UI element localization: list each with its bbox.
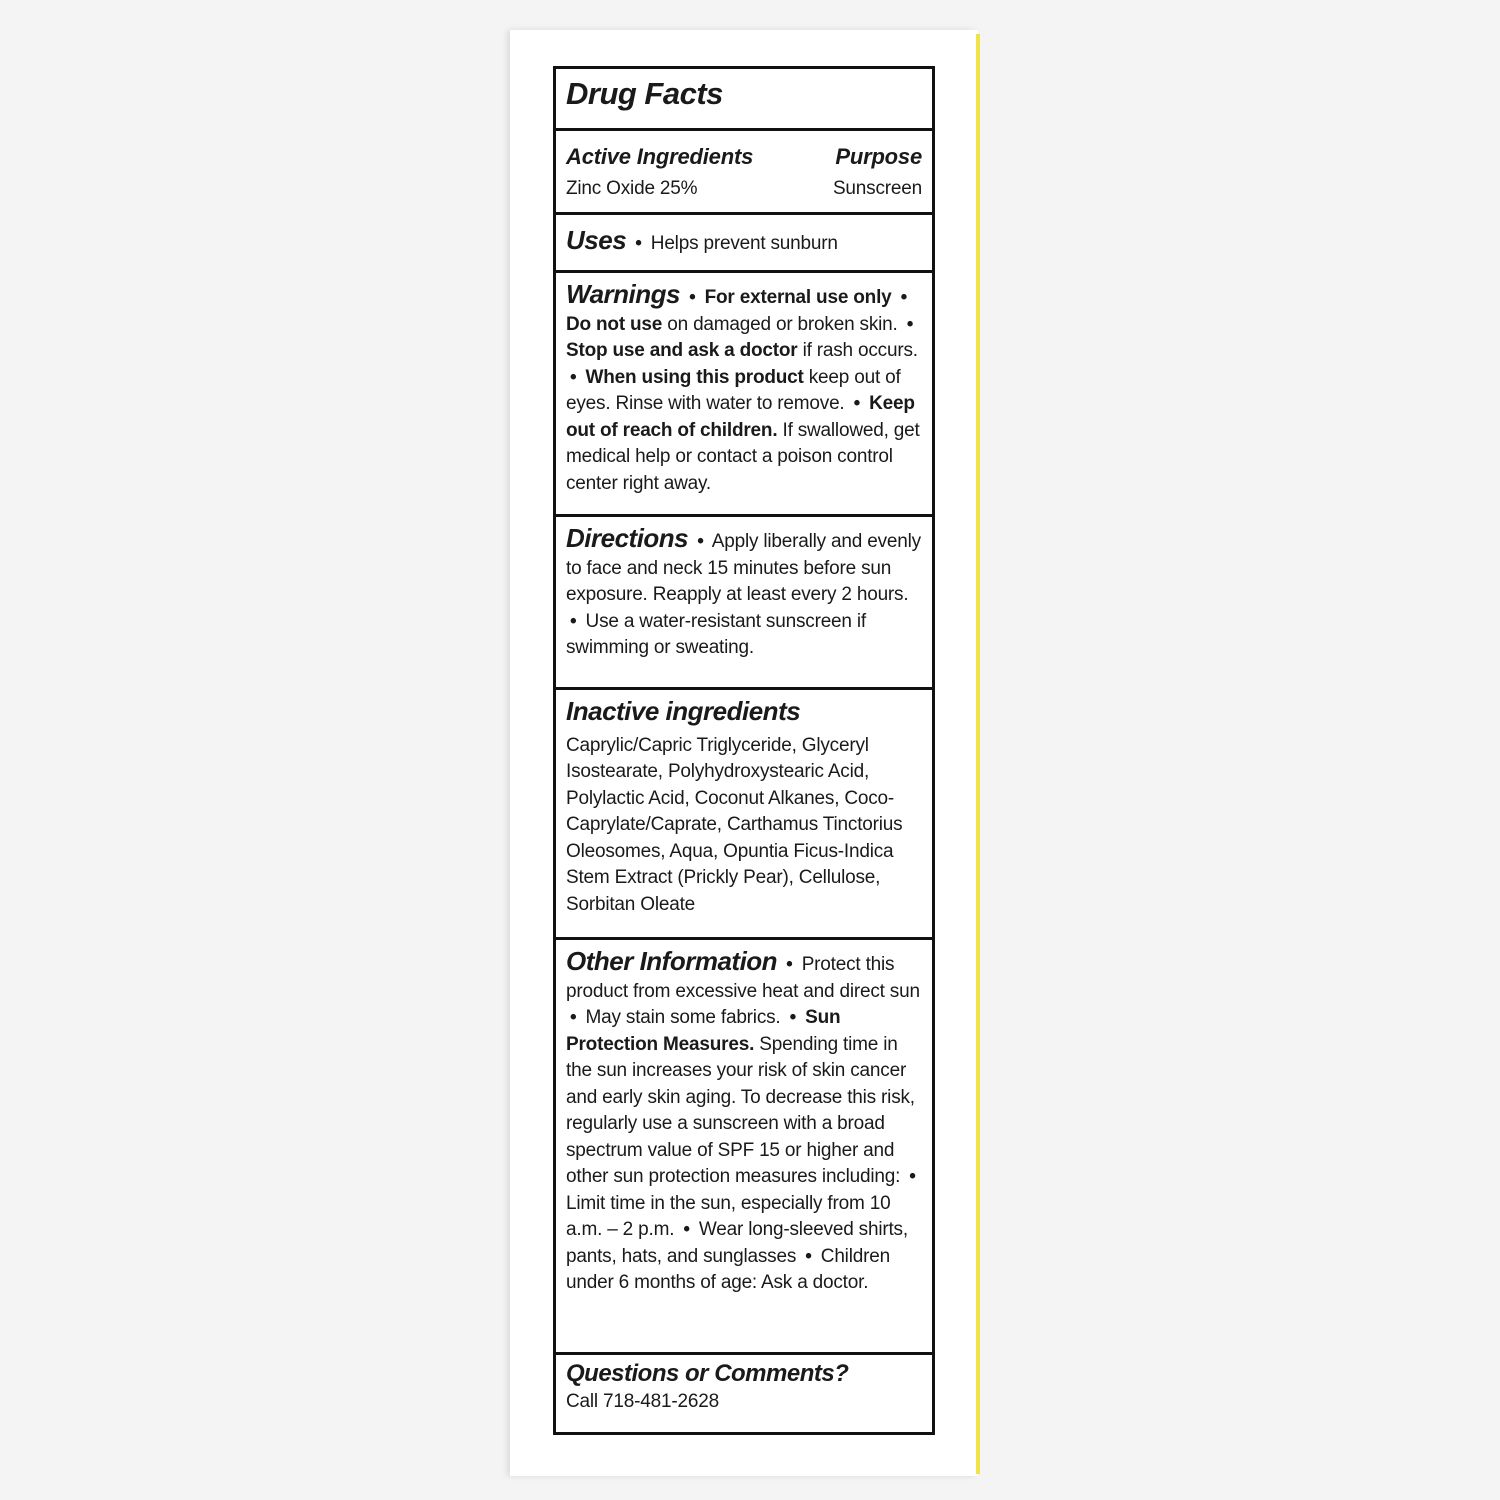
bullet: • (697, 531, 704, 552)
warning-do-not-use-text: on damaged or broken skin. (662, 313, 898, 335)
directions-apply-text: Apply liberally and evenly to face and neck 15 minutes before sun exposure. Reapply at least every 2 hours. (566, 531, 921, 605)
directions-section (556, 517, 932, 690)
bullet: • (789, 1007, 797, 1028)
directions-header: Directions (566, 523, 689, 553)
warning-do-not-use-label: Do not use (566, 313, 663, 335)
other-sun-protection-text: Spending time in the sun increases your risk of skin cancer and early skin aging. To decrease this risk, regularly use a sunscreen with a broad spectrum value of SPF 15 or higher and other sun protection measures including: (566, 1033, 915, 1187)
inactive-ingredients-section (556, 690, 932, 940)
other-sun-protection-label: Sun Protection Measures. (566, 1007, 841, 1055)
active-purpose: Sunscreen (832, 178, 922, 199)
package-yellow-edge (976, 34, 980, 1474)
warning-when-using-text: keep out of eyes. Rinse with water to remove. (566, 366, 901, 414)
inactive-ingredients-header: Inactive ingredients (566, 696, 801, 726)
bullet: • (900, 287, 908, 308)
uses-text: Helps prevent sunburn (650, 233, 838, 254)
drug-facts-panel (553, 66, 935, 1435)
warning-external-use: For external use only (704, 287, 892, 308)
active-ingredient: Zinc Oxide 25% (566, 178, 698, 199)
bullet: • (570, 366, 577, 388)
questions-header: Questions or Comments? (566, 1360, 849, 1387)
other-protect-text: Protect this product from excessive heat and direct sun (566, 954, 920, 1002)
active-ingredients-section (556, 131, 932, 215)
warnings-header: Warnings (566, 279, 680, 309)
bullet: • (909, 1166, 916, 1187)
purpose-header: Purpose (835, 144, 922, 169)
drug-facts-title-section (556, 69, 932, 131)
bullet: • (635, 233, 642, 254)
other-stain-text: May stain some fabrics. (585, 1007, 781, 1028)
bullet: • (786, 954, 793, 975)
bullet: • (689, 287, 696, 308)
drug-facts-title: Drug Facts (566, 76, 723, 111)
warning-keep-out-label: Keep out of reach of children. (566, 393, 915, 441)
active-ingredient-row (566, 173, 922, 205)
directions-water-resistant-text: Use a water-resistant sunscreen if swimming or sweating. (566, 610, 866, 658)
bullet: • (906, 313, 914, 335)
other-information-section (556, 940, 932, 1355)
active-header-row (566, 141, 922, 173)
warning-stop-use-label: Stop use and ask a doctor (566, 340, 798, 361)
bullet: • (853, 393, 861, 414)
other-limit-time-text: Limit time in the sun, especially from 10 a.m. – 2 p.m. (566, 1192, 891, 1240)
bullet: • (683, 1219, 690, 1240)
bullet: • (805, 1245, 812, 1267)
questions-section (556, 1355, 932, 1426)
inactive-ingredients-text: Caprylic/Capric Triglyceride, Glyceryl Isostearate, Polyhydroxystearic Acid, Polylactic Acid, Coconut Alkanes, Coco-Caprylate/Caprate, Carthamus Tinctorius Oleosomes, Aqua, Opuntia Ficus-Indica Stem Extract (Prickly Pear), Cellulose, Sorbitan Oleate (566, 734, 903, 915)
other-wear-clothing-text: Wear long-sleeved shirts, pants, hats, and sunglasses (566, 1219, 908, 1267)
warning-keep-out-text: If swallowed, get medical help or contact a poison control center right away. (566, 419, 920, 494)
other-children-text: Children under 6 months of age: Ask a doctor. (566, 1245, 890, 1293)
other-information-header: Other Information (566, 946, 778, 976)
bullet: • (570, 610, 577, 632)
active-ingredients-header: Active Ingredients (566, 144, 754, 169)
uses-section (556, 215, 932, 273)
warnings-section (556, 273, 932, 517)
uses-header: Uses (566, 225, 627, 255)
warning-when-using-label: When using this product (585, 366, 804, 388)
bullet: • (570, 1007, 577, 1028)
questions-phone: Call 718-481-2628 (566, 1391, 719, 1412)
warning-stop-use-text: if rash occurs. (797, 340, 918, 361)
